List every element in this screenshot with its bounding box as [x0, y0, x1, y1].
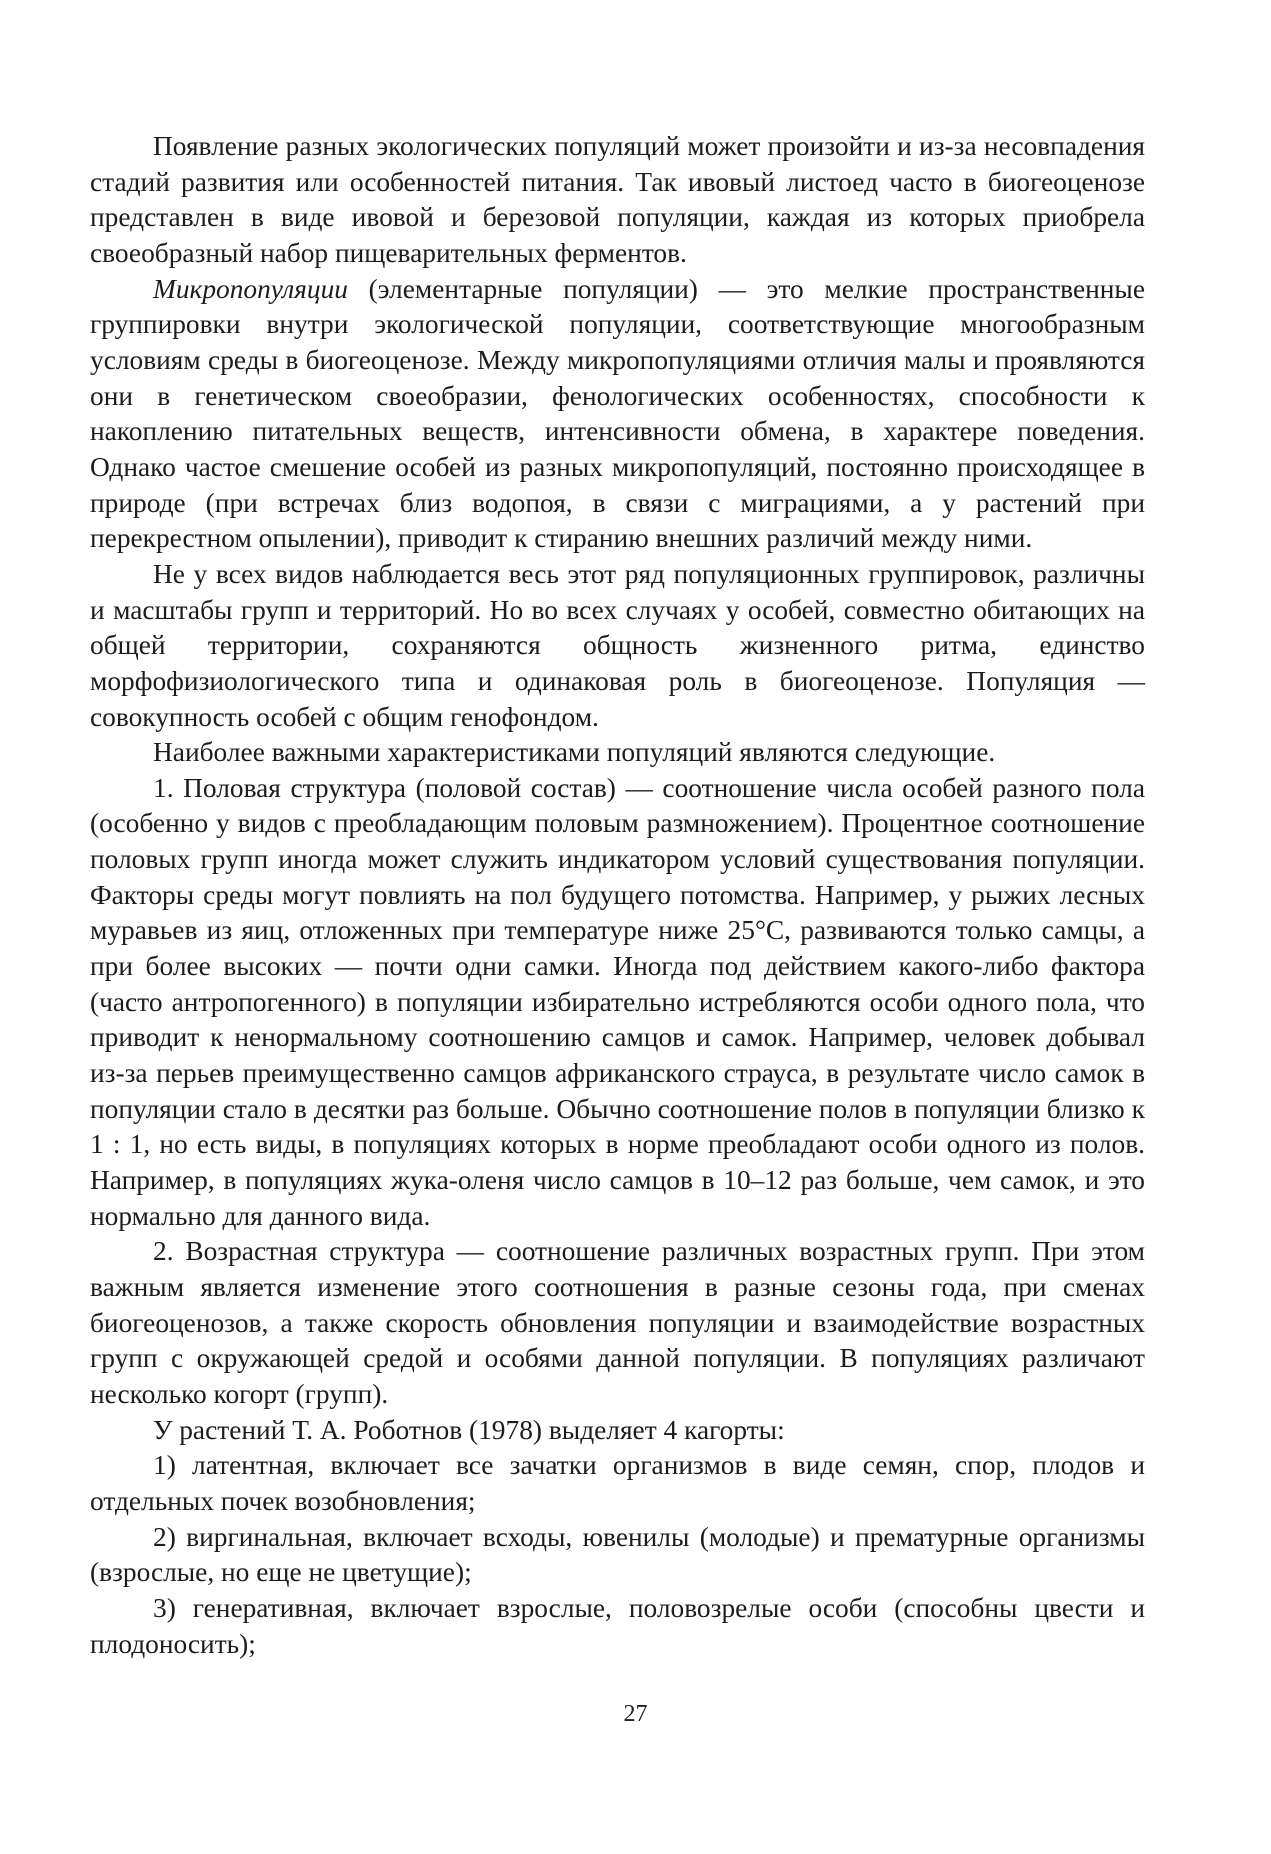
list-item-virginal: 2) виргинальная, включает всходы, ювенилы (молодые) и прематурные организмы (взрослые, но еще не цветущие);: [90, 1521, 1145, 1588]
page-number: 27: [623, 1701, 648, 1727]
text-column: [90, 129, 1145, 1662]
paragraph-age-structure: 2. Возрастная структура — соотношение различных возрастных групп. При этом важным является изменение этого соотношения в разные сезоны года, при сменах биогеоценозов, а также скорость обновления популяции и взаимодействие возрастных групп с окружающей средой и особями данной популяции. В популяциях различают несколько когорт (групп).: [90, 1236, 1145, 1409]
paragraph-sex-structure: 1. Половая структура (половой состав) — соотношение числа особей разного пола (особенно у видов с преобладающим половым размножением). Процентное соотношение половых групп иногда может служить индикатором условий существования популяции. Факторы среды могут повлиять на пол будущего потомства. Например, у рыжих лесных муравьев из яиц, отложенных при температуре ниже 25°С, развиваются только самцы, а при более высоких — почти одни самки. Иногда под действием какого-либо фактора (часто антропогенного) в популяции избирательно истребляются особи одного пола, что приводит к ненормальному соотношению самцов и самок. Например, человек добывал из-за перьев преимущественно самцов африканского страуса, в результате число самок в популяции стало в десятки раз больше. Обычно соотношение полов в популяции близко к 1 : 1, но есть виды, в популяциях которых в норме преобладают особи одного из полов. Например, в популяциях жука-оленя число самцов в 10–12 раз больше, чем самок, и это нормально для данного вида.: [90, 772, 1145, 1231]
micropopulations-definition: (элементарные популяции) — это мелкие пространственные группировки внутри экологической популяции, соответствующие многообразным условиям среды в биогеоценозе. Между микропопуляциями отличия малы и проявляются они в генетическом своеобразии, фенологических особенностях, способности к накоплению питательных веществ, интенсивности обмена, в характере поведения. Однако частое смешение особей из разных микропопуляций, постоянно происходящее в природе (при встречах близ водопоя, в связи с миграциями, а у растений при перекрестном опылении), приводит к стиранию внешних различий между ними.: [90, 273, 1145, 554]
paragraph-characteristics-intro: Наиболее важными характеристиками популяций являются следующие.: [153, 737, 996, 768]
list-item-generative: 3) генеративная, включает взрослые, половозрелые особи (способны цвести и плодоносить);: [90, 1592, 1145, 1659]
list-item-latent: 1) латентная, включает все зачатки организмов в виде семян, спор, плодов и отдельных почек возобновления;: [90, 1450, 1145, 1516]
paragraph-cohorts-intro: У растений Т. А. Роботнов (1978) выделяет 4 кагорты:: [153, 1414, 785, 1445]
paragraph-population-groupings: Не у всех видов наблюдается весь этот ряд популяционных группировок, различны и масштабы групп и территорий. Но во всех случаях у особей, совместно обитающих на общей территории, сохраняются общность жизненного ритма, единство морфофизиологического типа и одинаковая роль в биогеоценозе. Популяция — совокупность особей с общим генофондом.: [90, 558, 1145, 732]
paragraph-micropopulations: [90, 272, 1145, 557]
term-micropopulations: Микропопуляции: [153, 273, 348, 304]
paragraph-ecological-populations: Появление разных экологических популяций может произойти и из-за несовпадения стадий развития или особенностей питания. Так ивовый листоед часто в биогеоценозе представлен в виде ивовой и березовой популяции, каждая из которых приобрела своеобразный набор пищеварительных ферментов.: [90, 131, 1145, 268]
